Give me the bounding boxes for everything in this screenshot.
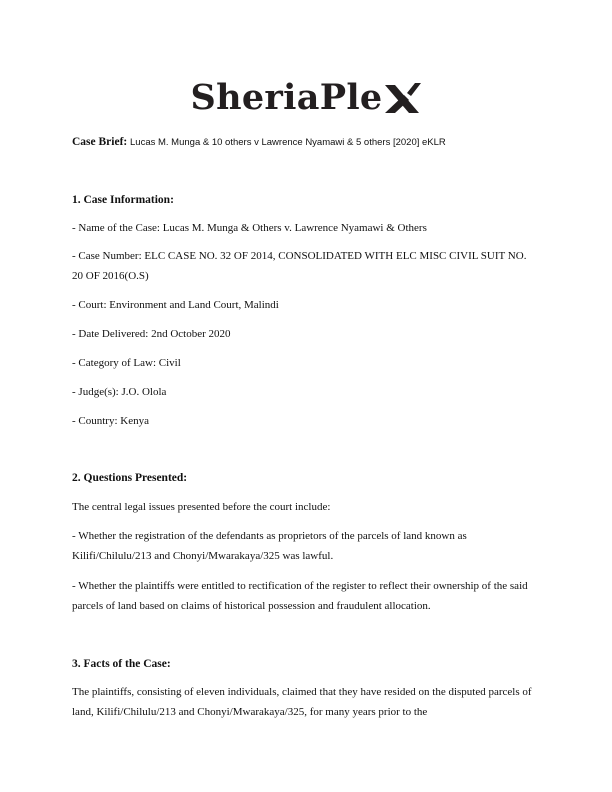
info-date-delivered: - Date Delivered: 2nd October 2020 xyxy=(72,328,231,340)
info-court: - Court: Environment and Land Court, Malindi xyxy=(72,299,279,311)
sheriaplex-logo xyxy=(0,76,612,120)
info-judges: - Judge(s): J.O. Olola xyxy=(72,386,167,398)
section-heading-questions-presented: 2. Questions Presented: xyxy=(72,472,188,484)
info-case-name: - Name of the Case: Lucas M. Munga & Others v. Lawrence Nyamawi & Others xyxy=(72,222,427,234)
logo-wordmark: SheriaPle xyxy=(190,77,383,118)
section-heading-case-information: 1. Case Information: xyxy=(72,194,174,206)
info-case-number: - Case Number: ELC CASE NO. 32 OF 2014, CONSOLIDATED WITH ELC MISC CIVIL SUIT NO. 20 OF 2016(O.S) xyxy=(72,250,527,282)
facts-paragraph: The plaintiffs, consisting of eleven individuals, claimed that they have resided on the disputed parcels of land, Kilifi/Chilulu/213 and Chonyi/Mwarakaya/325, for many years prior to the xyxy=(72,686,532,718)
info-category: - Category of Law: Civil xyxy=(72,357,181,369)
info-country: - Country: Kenya xyxy=(72,415,149,427)
question-item: - Whether the plaintiffs were entitled to rectification of the register to reflect their ownership of the said parcels of land based on claims of historical possession and fraudulent allocation. xyxy=(72,580,528,612)
section-heading-facts: 3. Facts of the Case: xyxy=(72,658,171,670)
question-item: - Whether the registration of the defendants as proprietors of the parcels of land known as Kilifi/Chilulu/213 and Chonyi/Mwarakaya/325 was lawful. xyxy=(72,530,467,562)
case-brief-title: Lucas M. Munga & 10 others v Lawrence Nyamawi & 5 others [2020] eKLR xyxy=(130,137,446,148)
case-brief-line xyxy=(72,135,446,150)
logo-x-mark-icon xyxy=(382,79,422,119)
questions-intro: The central legal issues presented before the court include: xyxy=(72,501,331,513)
case-brief-label: Case Brief: xyxy=(72,136,128,148)
